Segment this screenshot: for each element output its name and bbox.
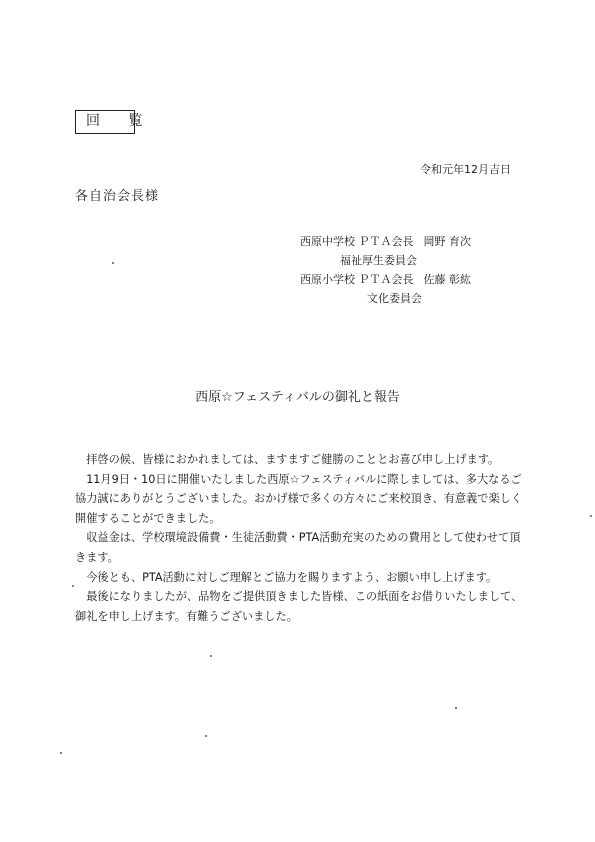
scan-speck (60, 752, 62, 754)
scan-speck (205, 735, 207, 737)
document-date: 令和元年12月吉日 (420, 163, 511, 176)
sender-name: 佐藤 彰紘 (423, 273, 471, 286)
body-paragraph: 最後になりましたが、品物をご提供頂きました皆様、この紙面をお借りいたしまして、御礼を申し上げます。有難うございました。 (75, 590, 523, 623)
document-title: 西原☆フェスティバルの御礼と報告 (195, 390, 400, 405)
scan-speck (210, 655, 212, 657)
sender-line (300, 233, 471, 249)
scan-speck (590, 515, 592, 517)
body-paragraph: 拝啓の候、皆様におかれましては、ますますご健勝のこととお喜び申し上げます。 (86, 453, 500, 466)
letter-body (75, 450, 525, 626)
sender-organization: 西原中学校 ＰＴＡ会長 (300, 235, 414, 248)
sender-line (340, 252, 417, 268)
body-paragraph: 今後とも、PTA活動に対しご理解とご協力を賜りますよう、お願い申し上げます。 (86, 570, 498, 584)
addressee: 各自治会長様 (75, 189, 160, 204)
sender-committee: 文化委員会 (367, 292, 422, 305)
circulation-stamp: 回 覧 (75, 110, 135, 134)
body-paragraph: 11月9日・10日に開催いたしました西原☆フェスティバルに際しましては、多大なるご協力誠にありがとうございました。おかげ様で多くの方々にご来校頂き、有意義で楽しく開催することができました。 (75, 472, 523, 525)
sender-name: 岡野 育次 (423, 235, 471, 248)
scan-speck (72, 585, 74, 587)
sender-line (300, 271, 471, 287)
body-paragraph: 収益金は、学校環境設備費・生徒活動費・PTA活動充実のための費用として使わせて頂きます。 (75, 531, 521, 564)
sender-organization: 西原小学校 ＰＴＡ会長 (300, 273, 414, 286)
sender-committee: 福祉厚生委員会 (340, 254, 417, 267)
sender-line (367, 290, 422, 306)
scan-speck (112, 262, 114, 264)
scan-speck (455, 707, 457, 709)
